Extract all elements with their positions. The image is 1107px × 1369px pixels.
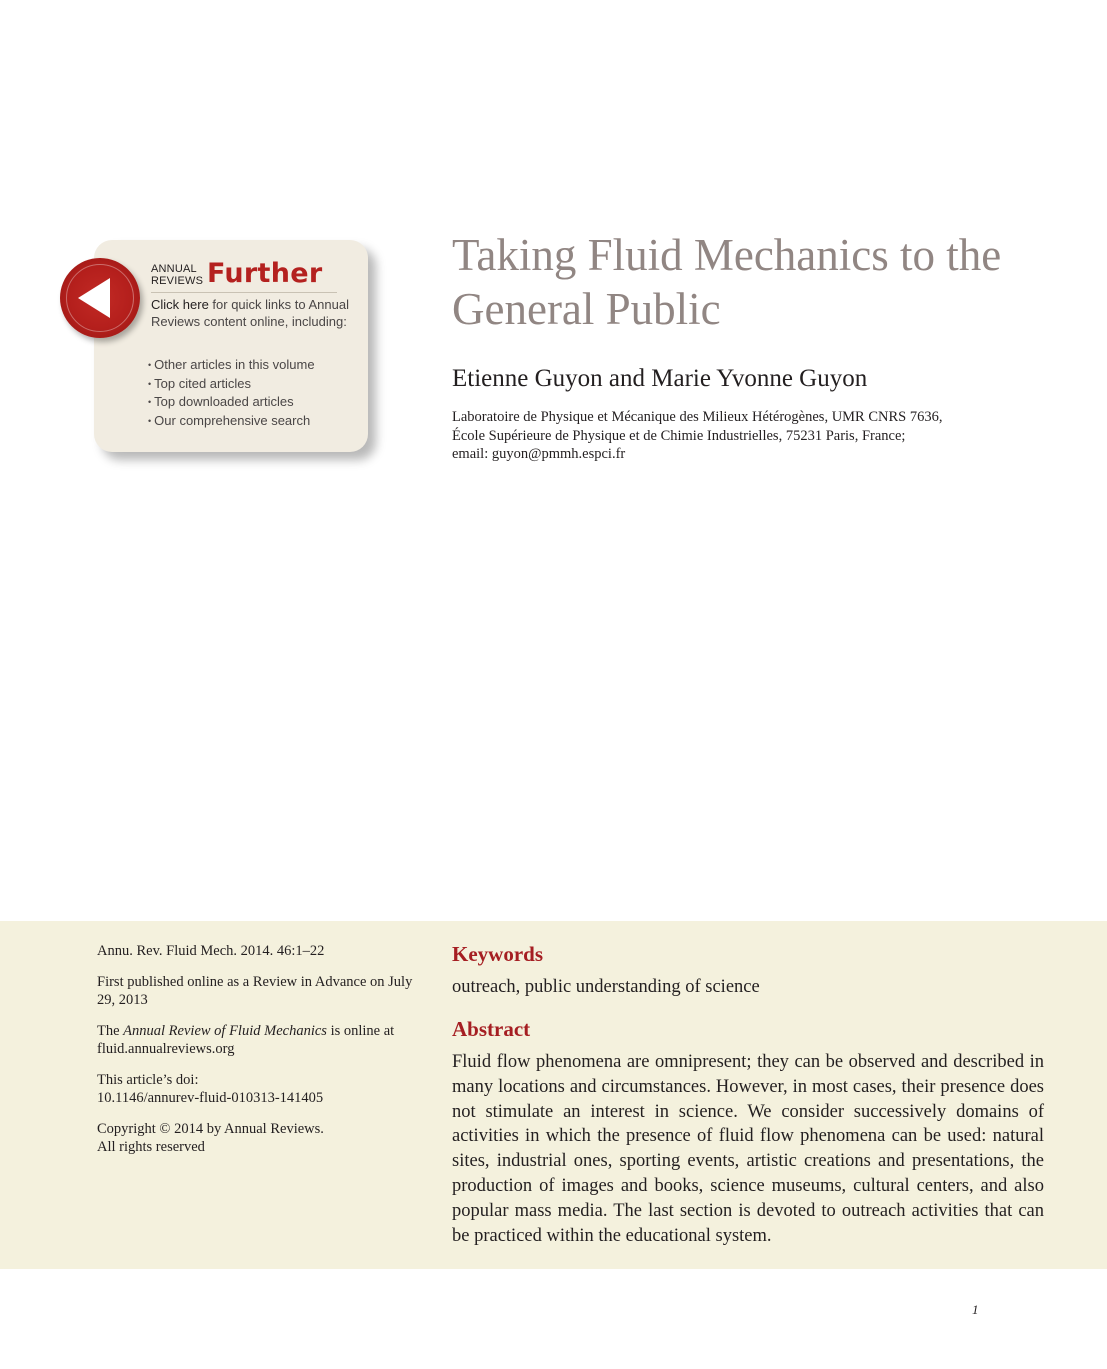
doi-label: This article’s doi: [97,1071,199,1088]
keywords-text: outreach, public understanding of science [452,977,760,997]
brand-annual-text: ANNUAL [151,263,197,275]
online-suffix: is online at fluid.annualreviews.org [97,1022,395,1057]
further-link-top-downloaded[interactable]: • Top downloaded articles [148,393,315,412]
copyright: Copyright © 2014 by Annual Reviews. [97,1120,324,1137]
further-links-list [148,356,315,430]
annual-reviews-brand [151,263,203,287]
doi-block [97,1071,417,1108]
keywords-heading: Keywords [452,942,543,966]
rights: All rights reserved [97,1139,205,1155]
copyright-block [97,1120,417,1157]
abstract-heading: Abstract [452,1017,531,1041]
further-link-search[interactable]: • Our comprehensive search [148,412,315,431]
page-number: 1 [972,1302,979,1317]
publication-meta [97,942,417,1169]
article-title [452,228,1072,336]
affiliation-line-1: Laboratoire de Physique et Mécanique des Milieux Hétérogènes, UMR CNRS 7636, [452,409,943,425]
abstract-text: Fluid flow phenomena are omnipresent; they can be observed and described in many locations and circumstances. However, in most cases, their presence does not stimulate an interest in science. We consider successively domains of activities in which the presence of fluid flow phenomena can be used: natural sites, industrial ones, sporting events, artistic creations and presentations, the production of images and books, science museums, cultural centers, and also popular mass media. The last section is devoted to outreach activities that can be practiced within the educational system. [452,1052,1044,1246]
left-arrow-icon [60,258,140,338]
title-line-2: General Public [452,284,721,334]
brand-divider [151,292,337,293]
online-location [97,1022,417,1059]
first-published: First published online as a Review in Advance on July 29, 2013 [97,973,413,1008]
article-authors: Etienne Guyon and Marie Yvonne Guyon [452,365,868,392]
further-description [151,296,351,330]
journal-name: Annual Review of Fluid Mechanics [123,1022,327,1039]
click-here-link[interactable]: Click here [151,297,209,312]
further-heading: Further [207,258,323,289]
further-link-other-articles[interactable]: • Other articles in this volume [148,356,315,375]
further-link-top-cited[interactable]: • Top cited articles [148,375,315,394]
author-affiliation [452,408,1012,464]
online-prefix: The [97,1022,124,1039]
doi-value[interactable]: 10.1146/annurev-fluid-010313-141405 [97,1090,324,1106]
citation: Annu. Rev. Fluid Mech. 2014. 46:1–22 [97,943,325,959]
affiliation-line-2: École Supérieure de Physique et de Chimie Industrielles, 75231 Paris, France; [452,427,906,444]
further-badge[interactable] [60,258,140,338]
affiliation-email: email: guyon@pmmh.espci.fr [452,446,626,462]
brand-reviews-text: REVIEWS [151,275,204,287]
title-line-1: Taking Fluid Mechanics to the [452,230,1002,280]
further-description-text: for quick links to Annual Reviews content online, including: [151,297,349,329]
